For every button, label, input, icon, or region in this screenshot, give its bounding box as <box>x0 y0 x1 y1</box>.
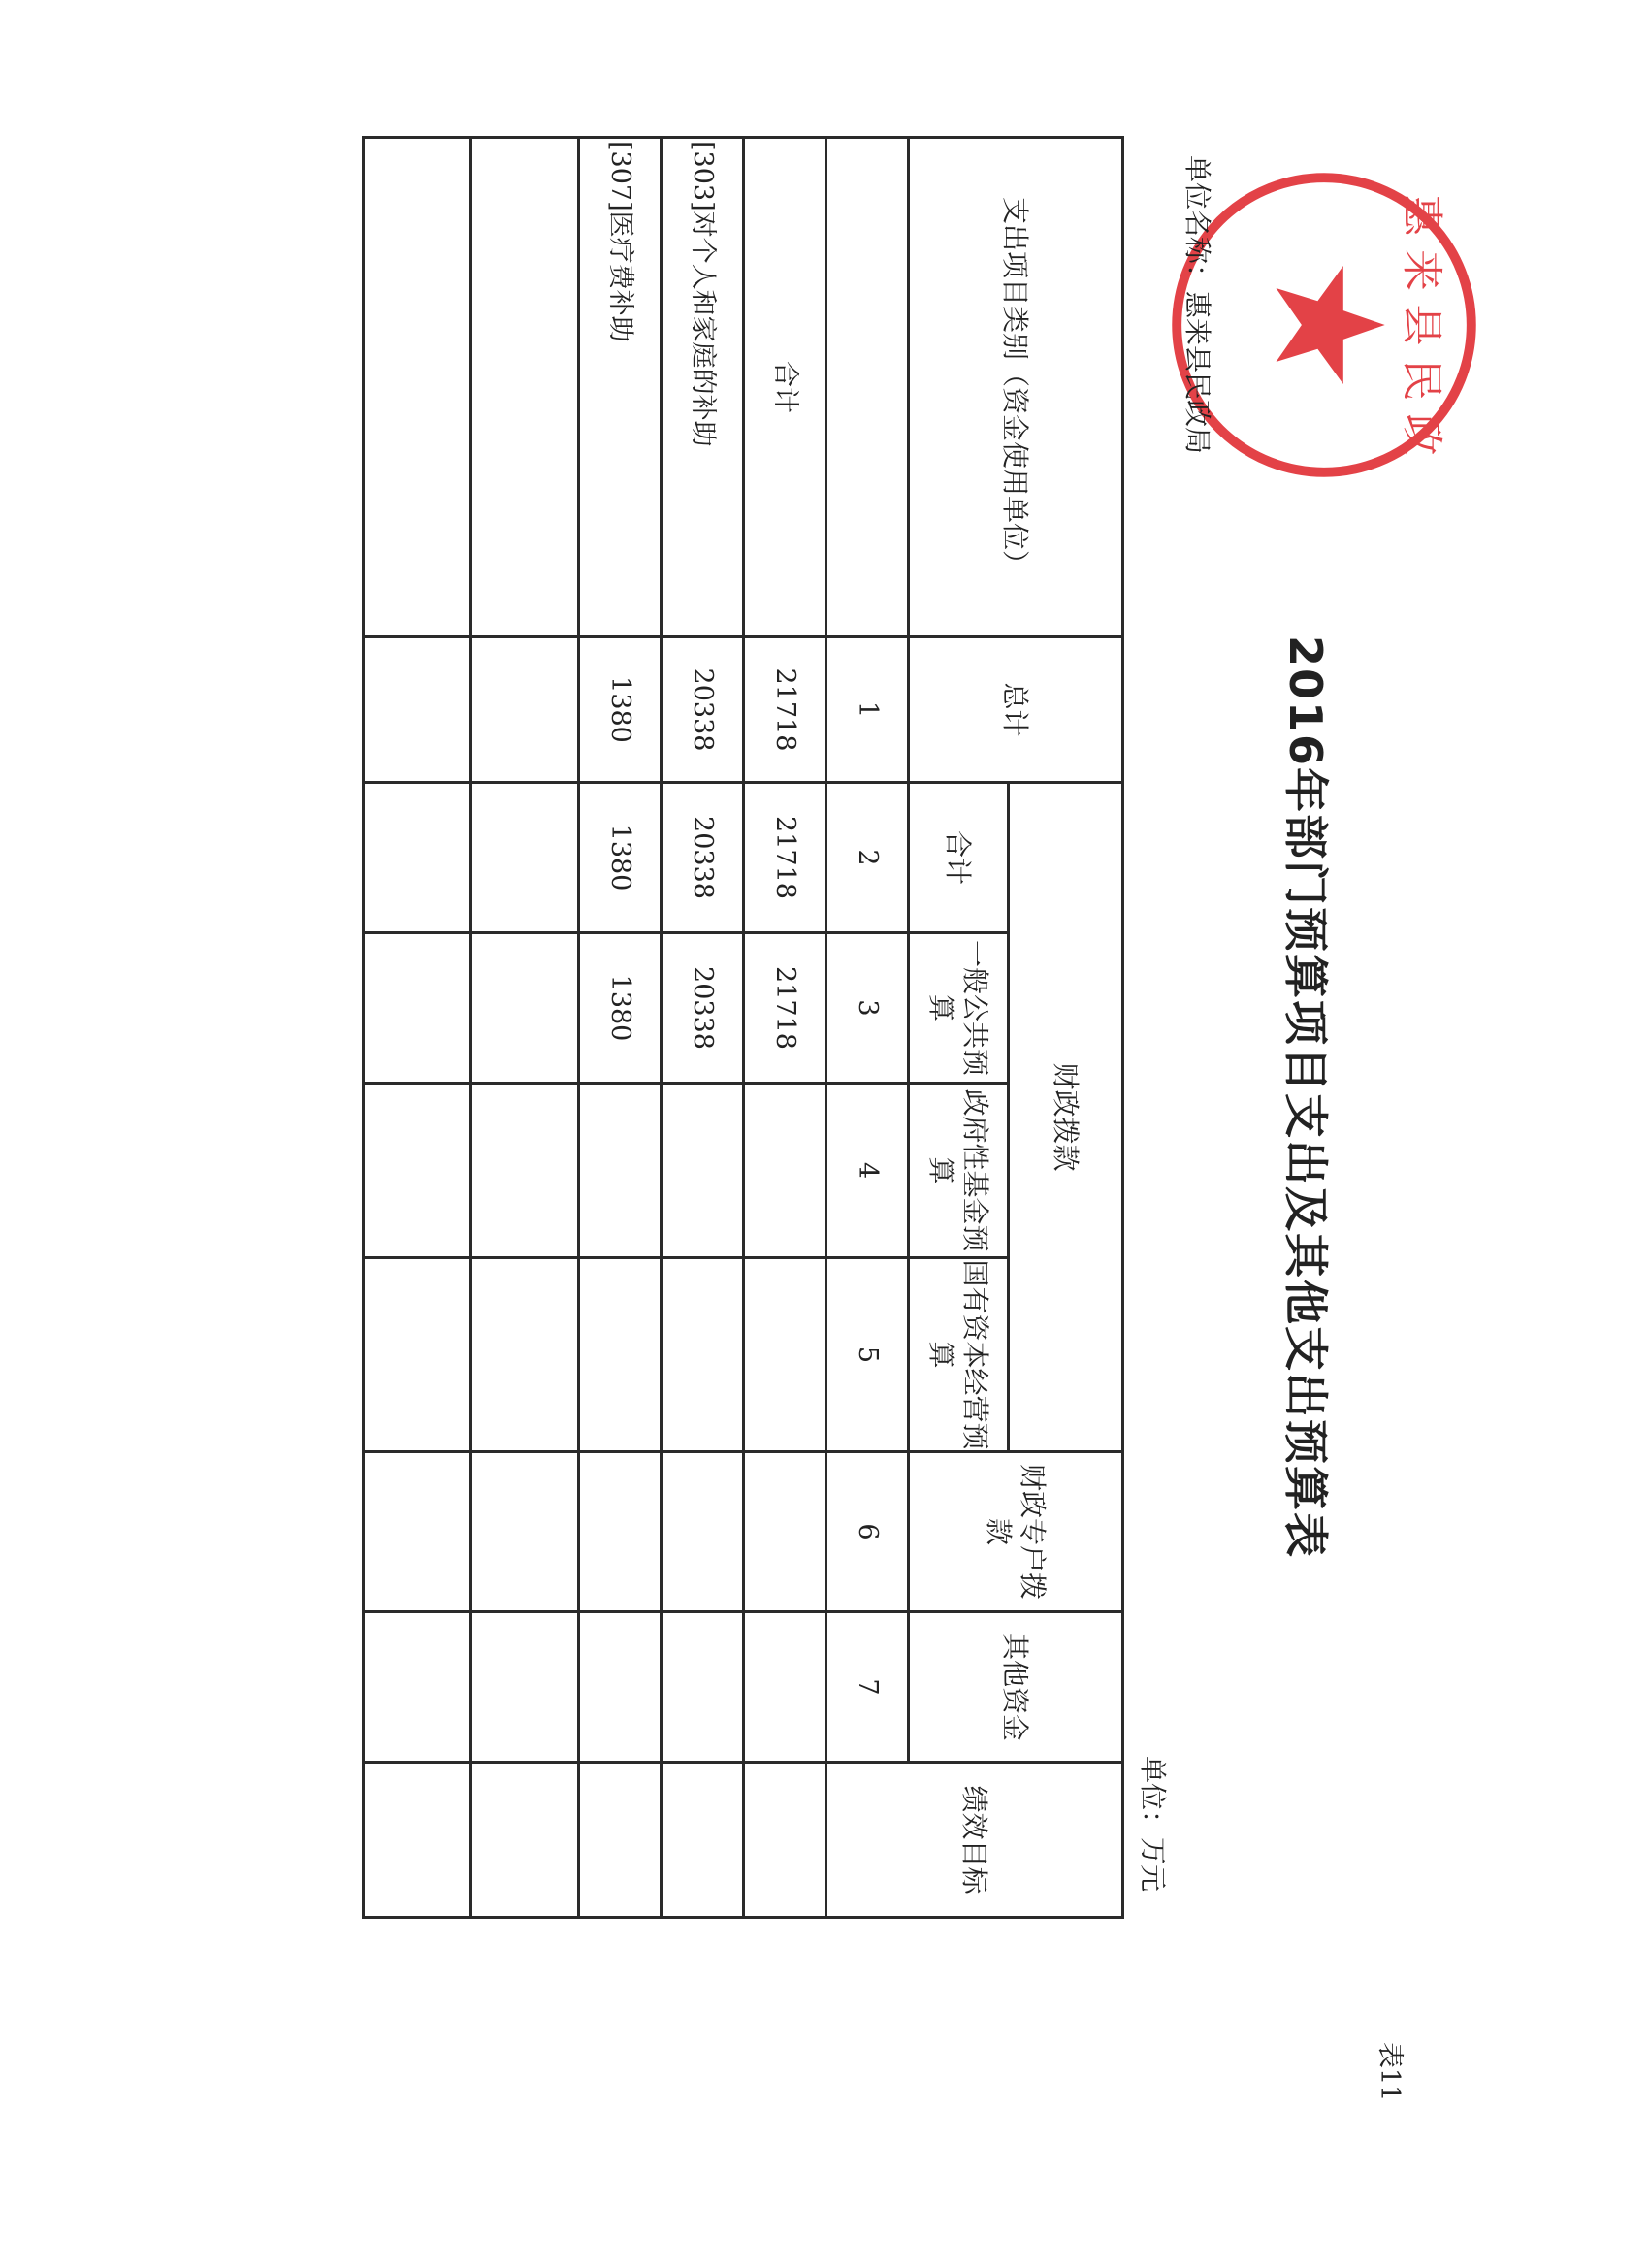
cell-general: 20338 <box>662 933 744 1084</box>
cell-total: 21718 <box>744 637 826 783</box>
header-government-fund-budget: 政府性基金预算 <box>909 1084 1009 1258</box>
cell-general: 1380 <box>579 933 662 1084</box>
table-row <box>579 138 662 1918</box>
svg-text:惠 来 县 民 政: 惠 来 县 民 政 <box>1396 194 1445 456</box>
empty-cell <box>364 637 471 783</box>
row-name: [307]医疗费补助 <box>579 138 662 637</box>
table-row <box>662 138 744 1918</box>
row-name: [303]对个人和家庭的补助 <box>662 138 744 637</box>
form-code: 表11 <box>1374 2042 1405 2102</box>
empty-cell <box>364 1612 471 1763</box>
empty-cell <box>471 1452 579 1612</box>
column-number: 1 <box>826 637 909 783</box>
empty-cell <box>364 783 471 933</box>
unit-label: 单位：万元 <box>1137 1756 1169 1893</box>
header-total: 总计 <box>909 637 1123 783</box>
table-row-empty <box>364 138 471 1918</box>
cell-target <box>662 1763 744 1918</box>
row-name: 合计 <box>744 138 826 637</box>
cell-fund <box>744 1084 826 1258</box>
header-subtotal: 合计 <box>909 783 1009 933</box>
column-number-blank <box>826 138 909 637</box>
empty-cell <box>364 933 471 1084</box>
header-fiscal-allocation: 财政拨款 <box>1009 783 1123 1452</box>
empty-cell <box>471 1763 579 1918</box>
header-fiscal-special-account: 财政专户拨款 <box>909 1452 1123 1612</box>
empty-cell <box>471 1258 579 1452</box>
cell-total: 20338 <box>662 637 744 783</box>
cell-special <box>579 1452 662 1612</box>
header-performance-target: 绩效目标 <box>826 1763 1123 1918</box>
empty-cell <box>364 1084 471 1258</box>
cell-other <box>744 1612 826 1763</box>
cell-total: 1380 <box>579 637 662 783</box>
cell-subtotal: 21718 <box>744 783 826 933</box>
empty-cell <box>471 138 579 637</box>
empty-cell <box>364 1763 471 1918</box>
table-row-empty <box>471 138 579 1918</box>
unit-name: 单位名称：惠来县民政局 <box>1181 155 1213 455</box>
empty-cell <box>471 637 579 783</box>
cell-subtotal: 20338 <box>662 783 744 933</box>
empty-cell <box>471 783 579 933</box>
table-row-total <box>744 138 826 1918</box>
document-title: 2016年部门预算项目支出及其他支出预算表 <box>1279 635 1332 1560</box>
cell-state <box>579 1258 662 1452</box>
empty-cell <box>471 1084 579 1258</box>
cell-target <box>744 1763 826 1918</box>
cell-special <box>662 1452 744 1612</box>
cell-general: 21718 <box>744 933 826 1084</box>
column-number: 3 <box>826 933 909 1084</box>
empty-cell <box>364 1258 471 1452</box>
cell-subtotal: 1380 <box>579 783 662 933</box>
header-state-capital-budget: 国有资本经营预算 <box>909 1258 1009 1452</box>
column-number: 7 <box>826 1612 909 1763</box>
cell-special <box>744 1452 826 1612</box>
empty-cell <box>471 933 579 1084</box>
cell-fund <box>662 1084 744 1258</box>
header-general-public-budget: 一般公共预算 <box>909 933 1009 1084</box>
budget-table <box>362 136 1124 1919</box>
column-number: 2 <box>826 783 909 933</box>
cell-other <box>579 1612 662 1763</box>
empty-cell <box>471 1612 579 1763</box>
empty-cell <box>364 138 471 637</box>
header-other-funds: 其他资金 <box>909 1612 1123 1763</box>
cell-fund <box>579 1084 662 1258</box>
cell-state <box>744 1258 826 1452</box>
column-number-row <box>826 138 909 1918</box>
empty-cell <box>364 1452 471 1612</box>
column-number: 4 <box>826 1084 909 1258</box>
cell-other <box>662 1612 744 1763</box>
header-category: 支出项目类别（资金使用单位） <box>909 138 1123 637</box>
header-row-1 <box>1009 138 1123 1918</box>
column-number: 6 <box>826 1452 909 1612</box>
cell-target <box>579 1763 662 1918</box>
cell-state <box>662 1258 744 1452</box>
column-number: 5 <box>826 1258 909 1452</box>
